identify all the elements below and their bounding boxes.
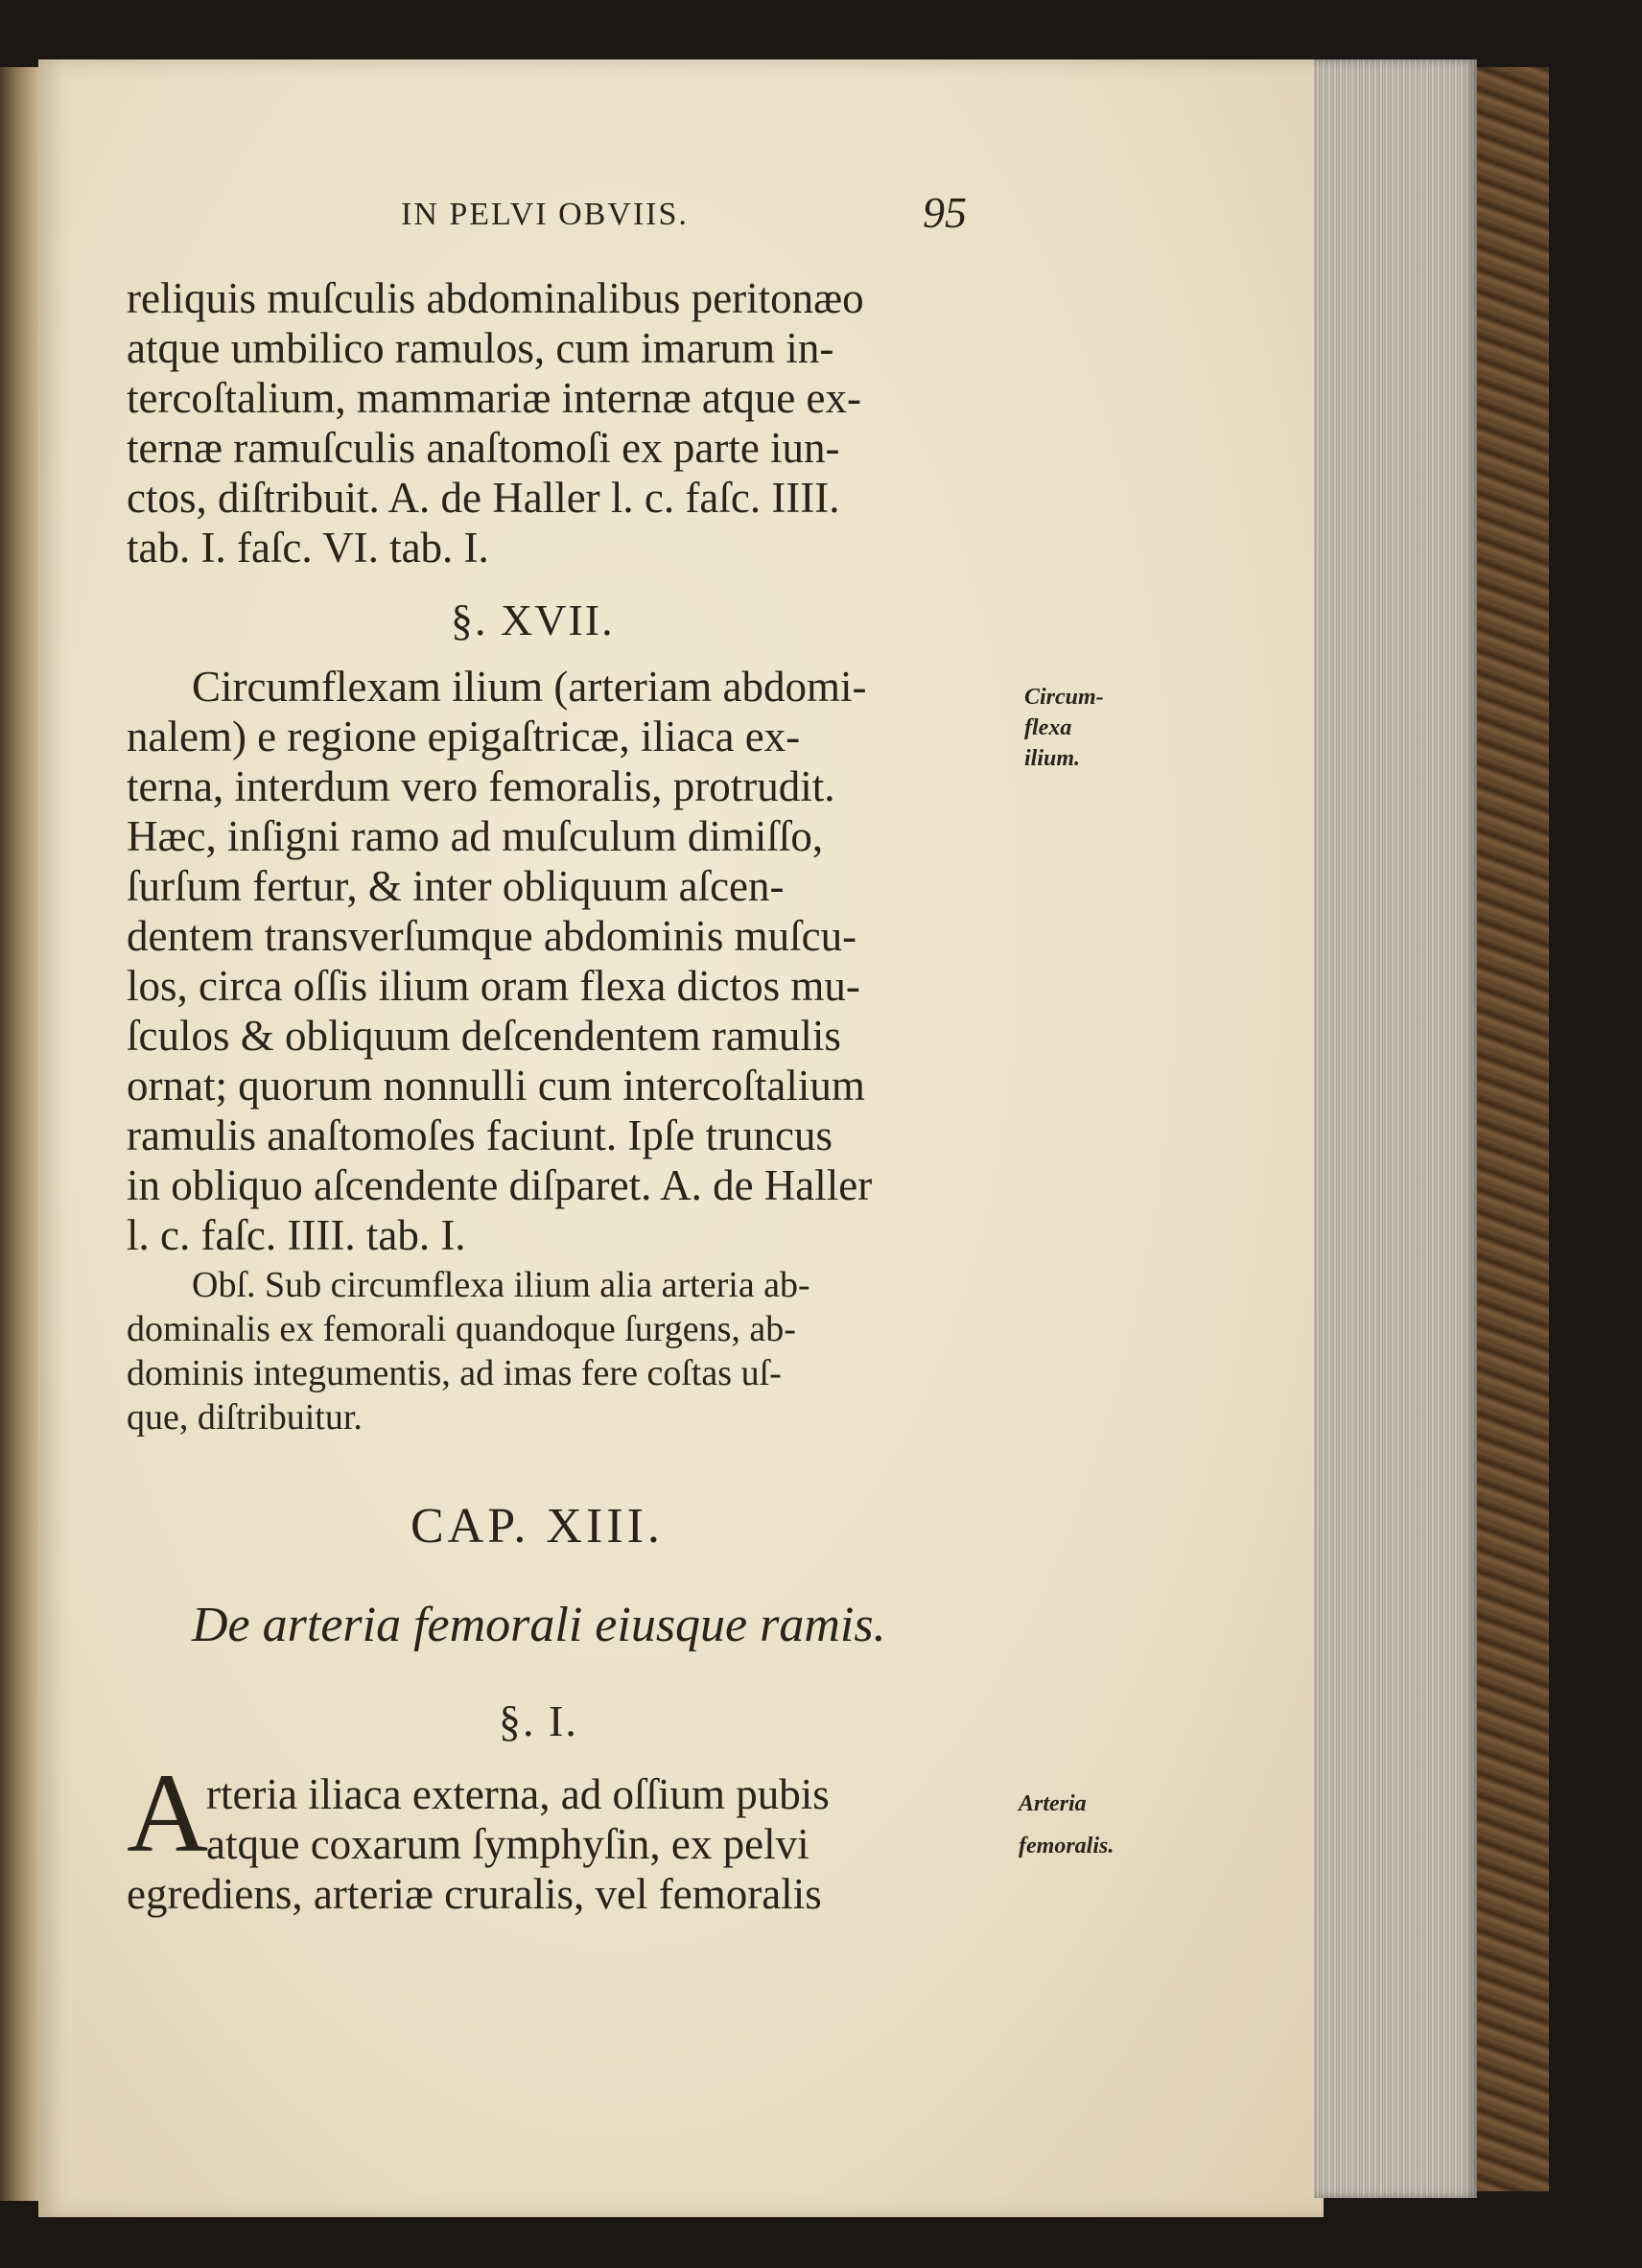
paragraph1-line: ternæ ramuſculis anaſtomoſi ex parte iun- [127,424,840,472]
paragraph2-line: Circumflexam ilium (arteriam abdomi- [192,663,867,711]
paragraph2-line: Hæc, inſigni ramo ad muſculum dimiſſo, [127,812,824,860]
observation-line: que, diſtribuitur. [127,1397,363,1438]
margin-note-line: Circum- [1024,685,1104,710]
running-head: IN PELVI OBVIIS. [401,197,689,232]
paragraph1-line: tercoſtalium, mammariæ internæ atque ex- [127,374,862,422]
section-heading-i: §. I. [499,1696,578,1745]
chapter-heading: CAP. XIII. [410,1499,664,1554]
paragraph1-line: atque umbilico ramulos, cum imarum in- [127,324,834,372]
margin-note-line: ilium. [1024,746,1081,771]
paragraph2-line: ramulis anaſtomoſes faciunt. Ipſe truncus [127,1111,833,1159]
paragraph2-line: los, circa oſſis ilium oram flexa dictos mu- [127,962,860,1010]
paragraph1-line: tab. I. faſc. VI. tab. I. [127,524,489,572]
paragraph2-line: dentem transverſumque abdominis muſcu- [127,912,857,960]
paragraph2-line: l. c. faſc. IIII. tab. I. [127,1211,466,1259]
margin-note-line: femoralis. [1019,1834,1114,1859]
observation-line: dominalis ex femorali quandoque ſurgens, ab- [127,1309,796,1349]
paragraph3-line: atque coxarum ſymphyſin, ex pelvi [206,1820,809,1868]
paragraph2-line: nalem) e regione epigaſtricæ, iliaca ex- [127,713,801,760]
paragraph1-line: ctos, diſtribuit. A. de Haller l. c. faſc. IIII. [127,474,840,522]
margin-note-line: Arteria [1019,1791,1087,1816]
section-heading-xvii: §. XVII. [451,596,615,644]
paragraph1-line: reliquis muſculis abdominalibus peritonæo [127,274,864,322]
paragraph3-line: rteria iliaca externa, ad oſſium pubis [206,1770,830,1818]
book-cover-right [1477,67,1549,2191]
observation-line: dominis integumentis, ad imas fere coſtas uſ- [127,1353,782,1393]
book-cover-left [0,67,38,2201]
observation-line: Obſ. Sub circumflexa ilium alia arteria ab- [192,1265,810,1305]
paragraph2-line: in obliquo aſcendente diſparet. A. de Haller [127,1161,873,1209]
paragraph3-line: egrediens, arteriæ cruralis, vel femoralis [127,1870,822,1918]
paragraph2-line: ſurſum fertur, & inter obliquum aſcen- [127,862,785,910]
page-number: 95 [923,188,967,237]
paragraph2-line: ornat; quorum nonnulli cum intercoſtalium [127,1062,865,1110]
margin-note-line: flexa [1024,715,1072,740]
paragraph2-line: ſculos & obliquum deſcendentem ramulis [127,1012,841,1060]
paragraph2-line: terna, interdum vero femoralis, protrudit. [127,762,835,810]
page-edges [1314,59,1477,2198]
drop-cap: A [127,1750,209,1876]
chapter-title: De arteria femorali eiusque ramis. [192,1598,886,1652]
